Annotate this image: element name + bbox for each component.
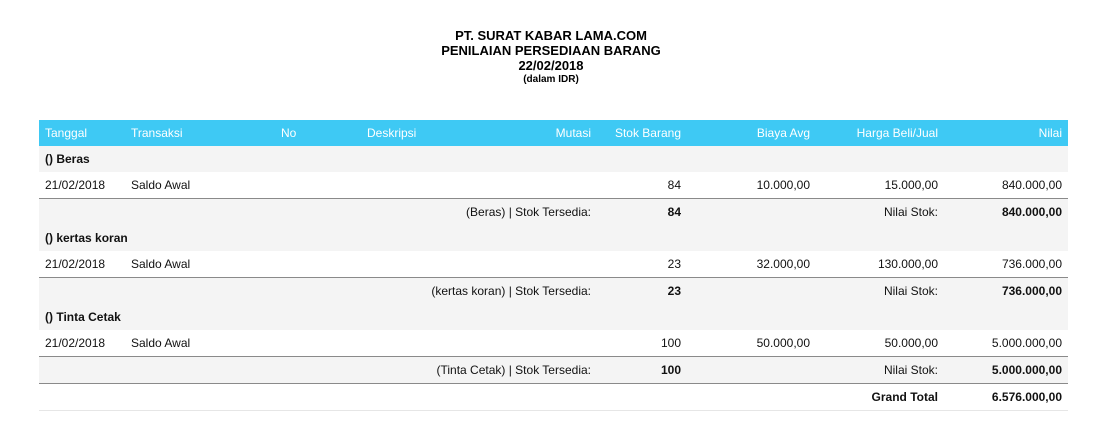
- report-title: PENILAIAN PERSEDIAAN BARANG: [441, 43, 661, 58]
- cell-tanggal: 21/02/2018: [39, 172, 125, 199]
- group-name: () Tinta Cetak: [39, 304, 1068, 330]
- cell-stok-barang: 84: [597, 172, 687, 199]
- group-summary-row: [39, 357, 1068, 384]
- cell-deskripsi: [361, 172, 451, 199]
- col-header-nilai: Nilai: [944, 120, 1068, 146]
- cell-transaksi: Saldo Awal: [125, 330, 275, 357]
- nilai-stok-label: Nilai Stok:: [816, 278, 944, 305]
- col-header-mutasi: Mutasi: [451, 120, 597, 146]
- stok-tersedia-value: 84: [597, 199, 687, 226]
- cell-harga: 50.000,00: [816, 330, 944, 357]
- col-header-stok-barang: Stok Barang: [597, 120, 687, 146]
- nilai-stok-label: Nilai Stok:: [816, 199, 944, 226]
- cell-no: [275, 330, 361, 357]
- stok-tersedia-value: 100: [597, 357, 687, 384]
- group-name: () kertas koran: [39, 225, 1068, 251]
- col-header-tanggal: Tanggal: [39, 120, 125, 146]
- nilai-stok-value: 840.000,00: [944, 199, 1068, 226]
- cell-tanggal: 21/02/2018: [39, 251, 125, 278]
- cell-mutasi: [451, 251, 597, 278]
- col-header-no: No: [275, 120, 361, 146]
- group-row: [39, 304, 1068, 330]
- table-row: [39, 172, 1068, 199]
- cell-biaya-avg: 10.000,00: [687, 172, 816, 199]
- cell-nilai: 5.000.000,00: [944, 330, 1068, 357]
- cell-tanggal: 21/02/2018: [39, 330, 125, 357]
- cell-nilai: 736.000,00: [944, 251, 1068, 278]
- cell-stok-barang: 100: [597, 330, 687, 357]
- cell-biaya-avg: 32.000,00: [687, 251, 816, 278]
- cell-stok-barang: 23: [597, 251, 687, 278]
- inventory-valuation-table: [39, 120, 1068, 411]
- cell-harga: 15.000,00: [816, 172, 944, 199]
- cell-deskripsi: [361, 251, 451, 278]
- cell-transaksi: Saldo Awal: [125, 172, 275, 199]
- grand-total-row: [39, 384, 1068, 411]
- table-row: [39, 251, 1068, 278]
- grand-total-value: 6.576.000,00: [944, 384, 1068, 411]
- group-summary-row: [39, 278, 1068, 305]
- report-header: [0, 28, 1102, 86]
- cell-nilai: 840.000,00: [944, 172, 1068, 199]
- stok-tersedia-value: 23: [597, 278, 687, 305]
- company-name: PT. SURAT KABAR LAMA.COM: [455, 28, 647, 43]
- col-header-deskripsi: Deskripsi: [361, 120, 451, 146]
- table-header-row: [39, 120, 1068, 146]
- cell-biaya-avg: 50.000,00: [687, 330, 816, 357]
- col-header-harga: Harga Beli/Jual: [816, 120, 944, 146]
- col-header-transaksi: Transaksi: [125, 120, 275, 146]
- cell-deskripsi: [361, 330, 451, 357]
- report-date: 22/02/2018: [518, 58, 584, 73]
- group-name: () Beras: [39, 146, 1068, 172]
- stok-tersedia-label: (Beras) | Stok Tersedia:: [39, 199, 597, 226]
- cell-no: [275, 251, 361, 278]
- group-row: [39, 146, 1068, 172]
- cell-harga: 130.000,00: [816, 251, 944, 278]
- table-row: [39, 330, 1068, 357]
- stok-tersedia-label: (Tinta Cetak) | Stok Tersedia:: [39, 357, 597, 384]
- group-row: [39, 225, 1068, 251]
- stok-tersedia-label: (kertas koran) | Stok Tersedia:: [39, 278, 597, 305]
- nilai-stok-value: 5.000.000,00: [944, 357, 1068, 384]
- cell-mutasi: [451, 330, 597, 357]
- nilai-stok-label: Nilai Stok:: [816, 357, 944, 384]
- cell-mutasi: [451, 172, 597, 199]
- cell-no: [275, 172, 361, 199]
- grand-total-label: Grand Total: [816, 384, 944, 411]
- currency-note: (dalam IDR): [523, 74, 579, 85]
- group-summary-row: [39, 199, 1068, 226]
- cell-transaksi: Saldo Awal: [125, 251, 275, 278]
- nilai-stok-value: 736.000,00: [944, 278, 1068, 305]
- col-header-biaya-avg: Biaya Avg: [687, 120, 816, 146]
